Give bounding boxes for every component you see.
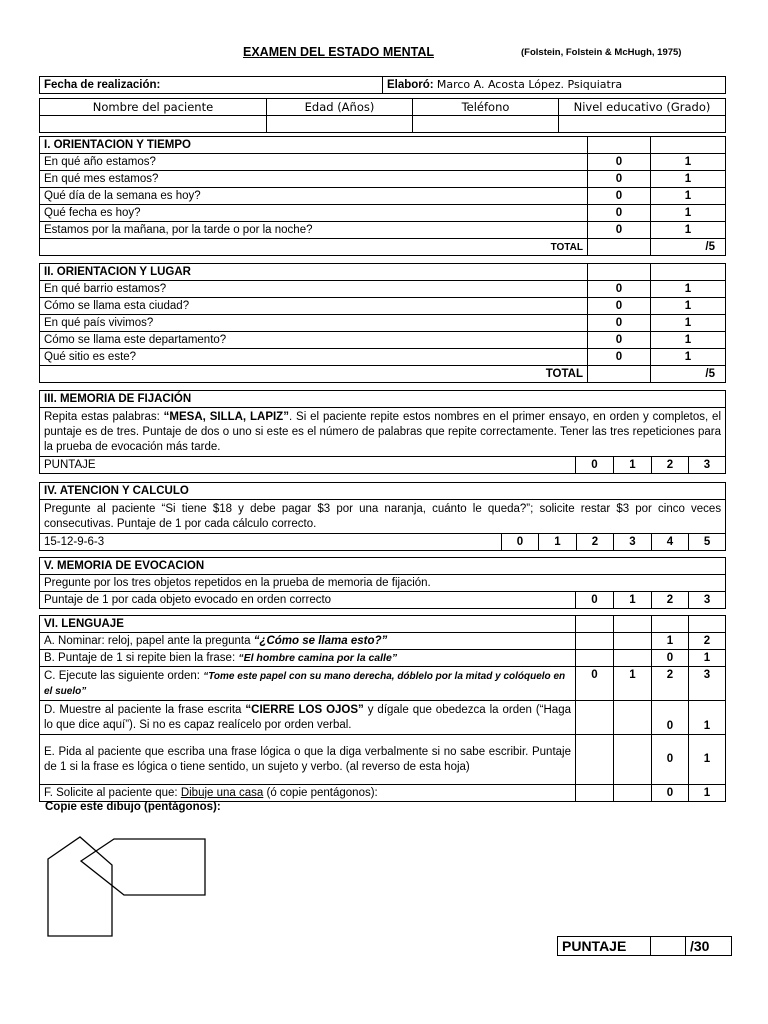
citation: (Folstein, Folstein & McHugh, 1975) xyxy=(521,47,682,58)
question-row xyxy=(40,154,726,171)
final-score-label: PUNTAJE xyxy=(558,937,651,956)
score-0[interactable]: 0 xyxy=(588,298,651,315)
item-e-text: E. Pida al paciente que escriba una frase lógica o que la diga verbalmente si no sabe escribir. Puntaje de 1 si la frase es lógica o tiene sentido, un sujeto y verbo. (al reverso de esta hoja) xyxy=(40,735,576,785)
item-f-label: F. Solicite al paciente que: xyxy=(44,786,181,799)
score-0[interactable]: 0 xyxy=(652,701,689,735)
question-text: En qué año estamos? xyxy=(40,154,588,171)
question-row xyxy=(40,222,726,239)
score-2[interactable]: 2 xyxy=(652,592,689,609)
section-orientacion-tiempo xyxy=(39,136,726,256)
question-row xyxy=(40,298,726,315)
item-a-phrase: “¿Cómo se llama esto?” xyxy=(253,634,388,647)
header-table xyxy=(39,76,726,94)
score-0[interactable]: 0 xyxy=(652,785,689,802)
edad-input[interactable] xyxy=(267,116,413,133)
score-3[interactable]: 3 xyxy=(689,667,726,701)
score-1[interactable]: 1 xyxy=(651,315,726,332)
score-0[interactable]: 0 xyxy=(588,154,651,171)
score-0[interactable]: 0 xyxy=(588,188,651,205)
total-value: /5 xyxy=(651,366,726,383)
question-row xyxy=(40,315,726,332)
item-f-underline: Dibuje una casa xyxy=(180,786,264,799)
section-atencion-calculo xyxy=(39,482,726,551)
question-row xyxy=(40,332,726,349)
pentagon-left xyxy=(48,837,112,936)
col-nombre: Nombre del paciente xyxy=(40,99,267,116)
score-instruction: Puntaje de 1 por cada objeto evocado en orden correcto xyxy=(40,592,576,609)
score-1[interactable]: 1 xyxy=(651,171,726,188)
score-1[interactable]: 1 xyxy=(651,281,726,298)
exam-title: EXAMEN DEL ESTADO MENTAL xyxy=(243,45,434,59)
elaboro-value: Marco A. Acosta López. Psiquiatra xyxy=(436,78,623,91)
score-0[interactable]: 0 xyxy=(588,332,651,349)
score-0[interactable]: 0 xyxy=(588,205,651,222)
question-row xyxy=(40,171,726,188)
nivel-input[interactable] xyxy=(559,116,726,133)
score-0[interactable]: 0 xyxy=(588,171,651,188)
item-d-post: y dígale que obedezca la orden (“Haga lo que dice aquí”). Si no es capaz realícelo por orden verbal. xyxy=(44,703,571,731)
score-1[interactable]: 1 xyxy=(614,592,652,609)
item-a-label: A. Nominar: reloj, papel ante la pregunta xyxy=(44,634,254,647)
instruction-text xyxy=(40,408,726,457)
score-0[interactable]: 0 xyxy=(588,349,651,366)
instruction-text: Pregunte por los tres objetos repetidos en la prueba de memoria de fijación. xyxy=(40,575,726,592)
fecha-field[interactable]: Fecha de realización: xyxy=(40,77,383,94)
score-0[interactable]: 0 xyxy=(576,457,614,474)
score-3[interactable]: 3 xyxy=(689,592,726,609)
score-1[interactable]: 1 xyxy=(689,735,726,785)
score-3[interactable]: 3 xyxy=(614,534,652,551)
section-title: II. ORIENTACION Y LUGAR xyxy=(40,264,588,281)
score-1[interactable]: 1 xyxy=(689,701,726,735)
patient-info-table xyxy=(39,98,726,133)
section-title: III. MEMORIA DE FIJACIÓN xyxy=(40,391,726,408)
question-text: Qué fecha es hoy? xyxy=(40,205,588,222)
question-text: Cómo se llama esta ciudad? xyxy=(40,298,588,315)
total-input[interactable] xyxy=(588,239,651,256)
elaboro-field xyxy=(383,77,726,94)
question-text: Estamos por la mañana, por la tarde o por la noche? xyxy=(40,222,588,239)
item-b-label: B. Puntaje de 1 si repite bien la frase: xyxy=(44,651,239,664)
question-row xyxy=(40,281,726,298)
score-1[interactable]: 1 xyxy=(689,650,726,667)
score-2[interactable]: 2 xyxy=(652,667,689,701)
score-1[interactable]: 1 xyxy=(651,188,726,205)
col-nivel: Nivel educativo (Grado) xyxy=(559,99,726,116)
copy-drawing-label: Copie este dibujo (pentágonos): xyxy=(45,801,221,813)
score-2[interactable]: 2 xyxy=(689,633,726,650)
col-edad: Edad (Años) xyxy=(267,99,413,116)
score-3[interactable]: 3 xyxy=(689,457,726,474)
score-1[interactable]: 1 xyxy=(614,667,652,701)
section-title: VI. LENGUAJE xyxy=(40,616,576,633)
telefono-input[interactable] xyxy=(413,116,559,133)
total-value: /5 xyxy=(651,239,726,256)
score-0[interactable]: 0 xyxy=(588,222,651,239)
score-1[interactable]: 1 xyxy=(651,154,726,171)
item-f-post: (ó copie pentágonos): xyxy=(263,786,378,799)
item-d-phrase: “CIERRE LOS OJOS” xyxy=(245,703,364,716)
score-2[interactable]: 2 xyxy=(577,534,614,551)
score-4[interactable]: 4 xyxy=(652,534,689,551)
question-text: Qué sitio es este? xyxy=(40,349,588,366)
section-memoria-evocacion xyxy=(39,557,726,609)
sequence-text: 15-12-9-6-3 xyxy=(40,534,502,551)
question-text: En qué mes estamos? xyxy=(40,171,588,188)
score-1[interactable]: 1 xyxy=(652,633,689,650)
instruction-post: . Si el paciente repite estos nombres en el primer ensayo, en orden y completos, el puntaje es de tres. Puntaje de dos o uno si este es el número de palabras que repite correctamente. Tener las tres repeticiones para la prueba de evocación más tarde. xyxy=(44,410,722,453)
question-text: En qué país vivimos? xyxy=(40,315,588,332)
section-lenguaje xyxy=(39,615,726,802)
item-c-text xyxy=(40,667,576,701)
item-b-text xyxy=(40,650,576,667)
score-5[interactable]: 5 xyxy=(689,534,726,551)
score-1[interactable]: 1 xyxy=(651,222,726,239)
instruction-text xyxy=(40,500,726,534)
item-c-label: C. Ejecute las siguiente orden: xyxy=(44,669,204,682)
score-1[interactable]: 1 xyxy=(539,534,577,551)
item-d-text xyxy=(40,701,576,735)
score-0[interactable]: 0 xyxy=(588,315,651,332)
pentagons-drawing xyxy=(40,825,220,945)
final-score-input[interactable] xyxy=(651,937,686,956)
score-0[interactable]: 0 xyxy=(652,650,689,667)
item-a-text xyxy=(40,633,576,650)
question-row xyxy=(40,205,726,222)
question-text: En qué barrio estamos? xyxy=(40,281,588,298)
score-0[interactable]: 0 xyxy=(652,735,689,785)
col-telefono: Teléfono xyxy=(413,99,559,116)
final-score-box xyxy=(557,936,732,956)
score-0[interactable]: 0 xyxy=(576,592,614,609)
question-text: Cómo se llama este departamento? xyxy=(40,332,588,349)
nombre-input[interactable] xyxy=(40,116,267,133)
score-0[interactable]: 0 xyxy=(588,281,651,298)
item-f-text xyxy=(40,785,576,802)
section-orientacion-lugar xyxy=(39,263,726,383)
total-label: TOTAL xyxy=(40,239,588,256)
score-0[interactable]: 0 xyxy=(576,667,614,701)
section-title: I. ORIENTACION Y TIEMPO xyxy=(40,137,588,154)
elaboro-label: Elaboró: xyxy=(387,79,434,91)
score-1[interactable]: 1 xyxy=(651,205,726,222)
score-label: PUNTAJE xyxy=(40,457,576,474)
pentagon-right xyxy=(81,839,205,895)
question-row xyxy=(40,188,726,205)
section-title: IV. ATENCION Y CALCULO xyxy=(40,483,726,500)
item-d-label: D. Muestre al paciente la frase escrita xyxy=(44,703,246,716)
score-0[interactable]: 0 xyxy=(502,534,539,551)
calc-instruction: ; solicite restar $3 por cinco veces consecutivas. Puntaje de 1 por cada cálculo correcto. xyxy=(44,502,722,530)
section-memoria-fijacion xyxy=(39,390,726,474)
calc-question: Pregunte al paciente “Si tiene $18 y debe pagar $3 por una naranja, cuánto le queda?” xyxy=(44,502,531,515)
question-row xyxy=(40,349,726,366)
score-1[interactable]: 1 xyxy=(614,457,652,474)
item-b-phrase: “El hombre camina por la calle” xyxy=(238,651,398,664)
total-label: TOTAL xyxy=(40,366,588,383)
words-to-repeat: “MESA, SILLA, LAPIZ” xyxy=(163,410,289,423)
score-1[interactable]: 1 xyxy=(651,298,726,315)
score-2[interactable]: 2 xyxy=(652,457,689,474)
section-title: V. MEMORIA DE EVOCACION xyxy=(40,558,726,575)
question-text: Qué día de la semana es hoy? xyxy=(40,188,588,205)
score-1[interactable]: 1 xyxy=(689,785,726,802)
total-input[interactable] xyxy=(588,366,651,383)
instruction-pre: Repita estas palabras: xyxy=(44,410,164,423)
item-c-phrase: “Tome este papel con su mano derecha, dóblelo por la mitad y colóquelo en el suelo” xyxy=(44,670,566,697)
score-1[interactable]: 1 xyxy=(651,332,726,349)
score-1[interactable]: 1 xyxy=(651,349,726,366)
final-score-value: /30 xyxy=(686,937,732,956)
